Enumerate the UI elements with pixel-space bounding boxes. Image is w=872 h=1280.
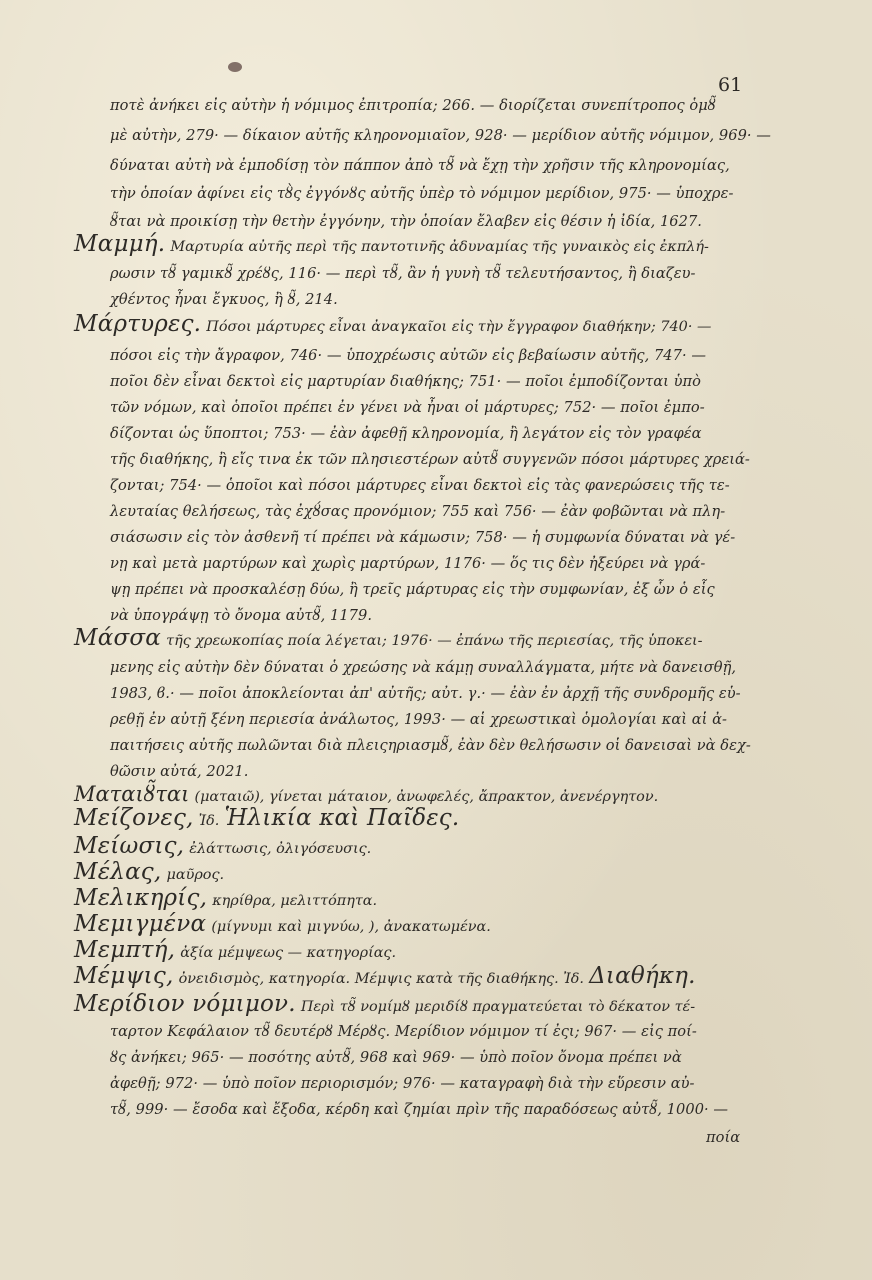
entry-headword: Μάρτυρες. <box>74 311 202 337</box>
text-line: σιάσωσιν εἰς τὸν ἀσθενῆ τί πρέπει νὰ κάμωσιν; 758· — ἡ συμφωνία δύναται νὰ γέ- <box>110 529 736 546</box>
text-line: χθέντος ἦναι ἔγκυος, ἢ ȣ̃, 214. <box>110 291 338 308</box>
entry-text: ἀξία μέμψεως — κατηγορίας. <box>180 945 397 961</box>
entry-meridion-nomimon <box>74 992 695 1019</box>
entry-massa <box>74 626 703 653</box>
catchword: ποία <box>706 1129 741 1146</box>
entry-headword: Μείζονες, <box>74 805 194 831</box>
entry-text: τῆς χρεωκοπίας ποία λέγεται; 1976· — ἐπάνω τῆς περιεσίας, τῆς ὑποκει- <box>166 633 703 649</box>
entry-headword: Ματαιȣ̃ται <box>74 782 190 806</box>
entry-text: ὀνειδισμὸς, κατηγορία. Μέμψις κατὰ τῆς διαθήκης. Ἰδ. <box>178 971 585 987</box>
text-line: ποτὲ ἀνήκει εἰς αὐτὴν ἡ νόμιμος ἐπιτροπία; 266. — διορίζεται συνεπίτροπος ὁμȣ̃ <box>110 97 716 114</box>
entry-text: (μίγνυμι καὶ μιγνύω, ), ἀνακατωμένα. <box>211 919 491 935</box>
text-line: ποῖοι δὲν εἶναι δεκτοὶ εἰς μαρτυρίαν διαθήκης; 751· — ποῖοι ἐμποδίζονται ὑπὸ <box>110 373 701 390</box>
text-line: ρεθῇ ἐν αὐτῇ ξένη περιεσία ἀνάλωτος, 1993· — αἱ χρεωστικαὶ ὁμολογίαι καὶ αἱ ἀ- <box>110 711 728 728</box>
entry-text: μαῦρος. <box>166 867 225 883</box>
text-line: ζονται; 754· — ὁποῖοι καὶ πόσοι μάρτυρες εἶναι δεκτοὶ εἰς τὰς φανερώσεις τῆς τε- <box>110 477 730 494</box>
entry-headword: Μέλας, <box>74 859 162 885</box>
entry-mempsis <box>74 964 696 991</box>
entry-headword: Μεμπτή, <box>74 937 176 963</box>
cross-reference: Διαθήκη. <box>589 963 696 989</box>
entry-text: (ματαιῶ), γίνεται μάταιον, ἀνωφελές, ἄπρακτον, ἀνενέργητον. <box>194 789 659 805</box>
text-line: ψῃ πρέπει νὰ προσκαλέσῃ δύω, ἢ τρεῖς μάρτυρας εἰς τὴν συμφωνίαν, ἐξ ὧν ὁ εἷς <box>110 581 715 598</box>
text-line: τὴν ὁποίαν ἀφίνει εἰς τȣ̀ς ἐγγόνȣς αὐτῆς ὑπὲρ τὸ νόμιμον μερίδιον, 975· — ὑποχρε- <box>110 185 734 202</box>
text-line: 1983, ϐ.· — ποῖοι ἀποκλείονται ἀπ' αὐτῆς; αὐτ. γ.· — ἐὰν ἐν ἀρχῇ τῆς συνδρομῆς εὑ- <box>110 685 741 702</box>
entry-memptí <box>74 938 396 965</box>
text-line: μὲ αὐτὴν, 279· — δίκαιον αὐτῆς κληρονομιαῖον, 928· — μερίδιον αὐτῆς νόμιμον, 969· — <box>110 127 771 144</box>
entry-meizones <box>74 806 459 833</box>
text-line: δύναται αὐτὴ νὰ ἐμποδίσῃ τὸν πάππον ἀπὸ τȣ̃ νὰ ἔχῃ τὴν χρῆσιν τῆς κληρονομίας, <box>110 157 730 174</box>
entry-headword: Μερίδιον νόμιμον. <box>74 991 296 1017</box>
entry-headword: Μέμψις, <box>74 963 174 989</box>
entry-text: Ἰδ. <box>198 813 220 829</box>
text-line: λευταίας θελήσεως, τὰς ἐχȣ́σας προνόμιον; 755 καὶ 756· — ἐὰν φοβῶνται νὰ πλη- <box>110 503 726 520</box>
text-line: θῶσιν αὐτά, 2021. <box>110 763 249 780</box>
entry-headword: Μελικηρίς, <box>74 885 208 911</box>
text-line: ἀφεθῇ; 972· — ὑπὸ ποῖον περιορισμόν; 976· — καταγραφὴ διὰ τὴν εὕρεσιν αὐ- <box>110 1075 695 1092</box>
entry-text: κηρίθρα, μελιττόπητα. <box>212 893 378 909</box>
text-line: ταρτον Κεφάλαιον τȣ̃ δευτέρȣ Μέρȣς. Μερίδιον νόμιμον τί ἐςι; 967· — εἰς ποί- <box>110 1023 697 1040</box>
cross-reference: Ἡλικία καὶ Παῖδες. <box>224 805 460 831</box>
entry-headword: Μαμμή. <box>74 231 166 257</box>
text-line: μενης εἰς αὐτὴν δὲν δύναται ὁ χρεώσης νὰ κάμῃ συναλλάγματα, μήτε νὰ δανεισθῇ, <box>110 659 737 676</box>
text-line: ρωσιν τȣ̃ γαμικȣ̃ χρέȣς, 116· — περὶ τȣ̃, ἂν ἡ γυνὴ τȣ̃ τελευτήσαντος, ἢ διαζευ- <box>110 265 696 282</box>
text-line: νῃ καὶ μετὰ μαρτύρων καὶ χωρὶς μαρτύρων, 1176· — ὅς τις δὲν ἠξεύρει νὰ γρά- <box>110 555 706 572</box>
entry-melas <box>74 860 224 887</box>
entry-meiosis <box>74 834 371 861</box>
entry-text: Περὶ τȣ̃ νομίμȣ μεριδίȣ πραγματεύεται τὸ δέκατον τέ- <box>300 999 696 1015</box>
entry-memigmena <box>74 912 491 939</box>
text-line: παιτήσεις αὐτῆς πωλῶνται διὰ πλειςηριασμȣ̃, ἐὰν δὲν θελήσωσιν οἱ δανεισαὶ νὰ δεχ- <box>110 737 751 754</box>
page-number: 61 <box>718 74 743 96</box>
text-line: ȣ̃ται νὰ προικίσῃ τὴν θετὴν ἐγγόνην, τὴν ὁποίαν ἔλαβεν εἰς θέσιν ἡ ἰδία, 1627. <box>110 213 702 230</box>
entry-martyres <box>74 312 711 339</box>
text-line: ȣς ἀνήκει; 965· — ποσότης αὐτȣ̃, 968 καὶ 969· — ὑπὸ ποῖον ὄνομα πρέπει νὰ <box>110 1049 682 1066</box>
text-line: τῶν νόμων, καὶ ὁποῖοι πρέπει ἐν γένει νὰ ἦναι οἱ μάρτυρες; 752· — ποῖοι ἐμπο- <box>110 399 705 416</box>
text-line: πόσοι εἰς τὴν ἄγραφον, 746· — ὑποχρέωσις αὐτῶν εἰς βεβαίωσιν αὐτῆς, 747· — <box>110 347 706 364</box>
text-line: δίζονται ὡς ὕποπτοι; 753· — ἐὰν ἀφεθῇ κληρονομία, ἢ λεγάτον εἰς τὸν γραφέα <box>110 425 702 442</box>
entry-text: Μαρτυρία αὐτῆς περὶ τῆς παντοτινῆς ἀδυναμίας τῆς γυναικὸς εἰς ἐκπλή- <box>170 239 709 255</box>
text-line: τῆς διαθήκης, ἢ εἴς τινα ἐκ τῶν πλησιεστέρων αὐτȣ̃ συγγενῶν πόσοι μάρτυρες χρειά- <box>110 451 750 468</box>
entry-headword: Μείωσις, <box>74 833 185 859</box>
text-line: νὰ ὑπογράψῃ τὸ ὄνομα αὐτȣ̃, 1179. <box>110 607 373 624</box>
entry-headword: Μάσσα <box>74 625 162 651</box>
entry-melikiris <box>74 886 377 913</box>
entry-text: Πόσοι μάρτυρες εἶναι ἀναγκαῖοι εἰς τὴν ἔγγραφον διαθήκην; 740· — <box>206 319 712 335</box>
entry-headword: Μεμιγμένα <box>74 911 207 937</box>
text-line: τȣ̃, 999· — ἔσοδα καὶ ἔξοδα, κέρδη καὶ ζημίαι πρὶν τῆς παραδόσεως αὐτȣ̃, 1000· — <box>110 1101 729 1118</box>
entry-mammi <box>74 232 709 259</box>
entry-text: ἐλάττωσις, ὀλιγόσευσις. <box>189 841 372 857</box>
